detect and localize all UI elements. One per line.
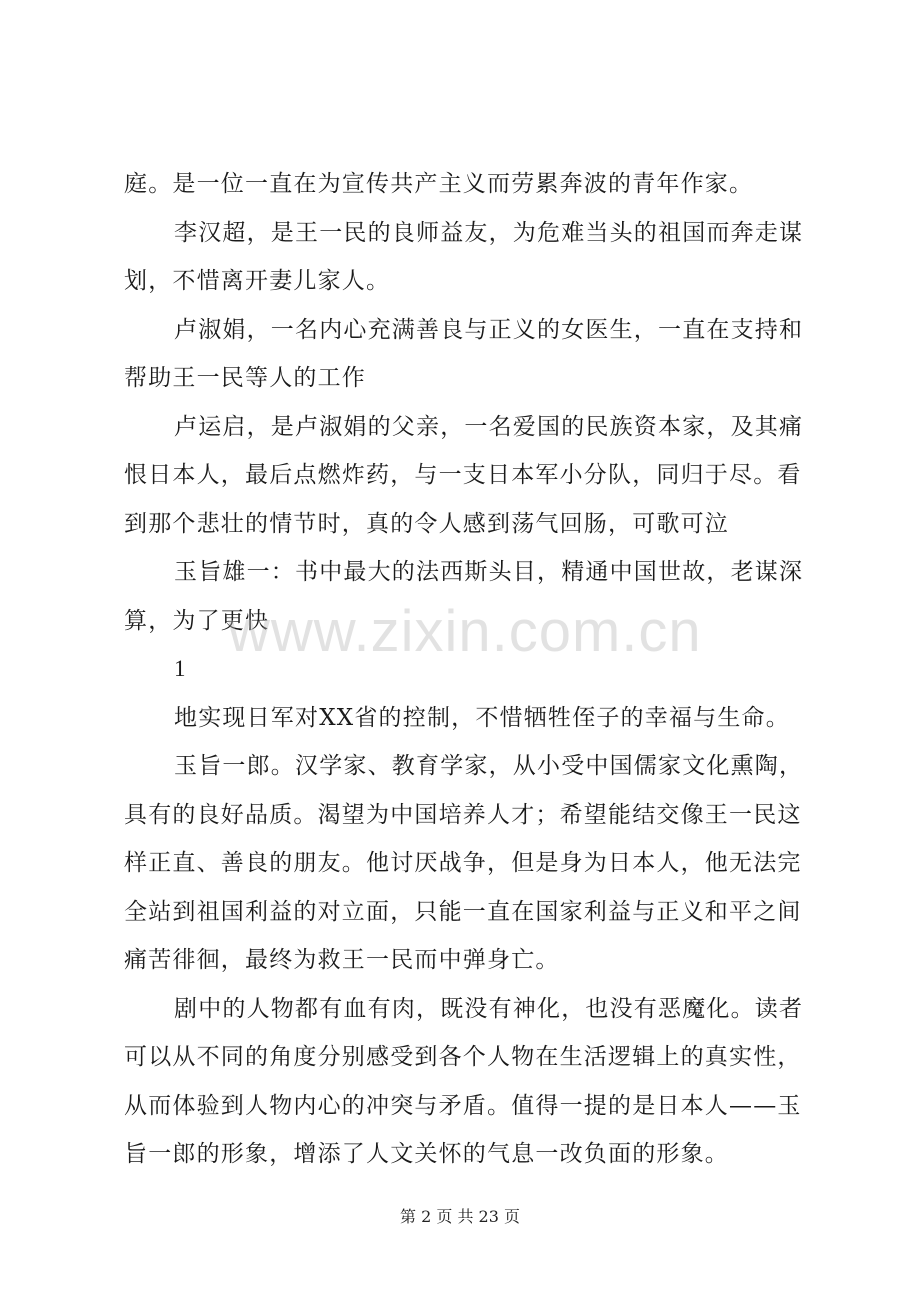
text-line: 庭。是一位一直在为宣传共产主义而劳累奔波的青年作家。 <box>124 171 754 197</box>
text-line: 卢淑娟，一名内心充满善良与正义的女医生，一直在支持和 <box>174 316 804 343</box>
text-line: 从而体验到人物内心的冲突与矛盾。值得一提的是日本人——玉 <box>124 1092 802 1119</box>
inline-page-number: 1 <box>174 656 187 681</box>
text-line: 帮助王一民等人的工作 <box>124 365 366 391</box>
watermark: www.zixin.com.cn <box>228 599 702 664</box>
text-line: 旨一郎的形象，增添了人文关怀的气息一改负面的形象。 <box>124 1141 729 1167</box>
text-line: 李汉超，是王一民的良师益友，为危难当头的祖国而奔走谋 <box>174 219 804 246</box>
text-line: 玉旨雄一：书中最大的法西斯头目，精通中国世故，老谋深 <box>174 559 804 585</box>
text-line: 痛苦徘徊，最终为救王一民而中弹身亡。 <box>124 947 560 973</box>
text-line: 剧中的人物都有血有肉，既没有神化，也没有恶魔化。读者 <box>174 995 804 1022</box>
text-line: 全站到祖国利益的对立面，只能一直在国家利益与正义和平之间 <box>124 898 802 925</box>
text-line: 恨日本人，最后点燃炸药，与一支日本军小分队，同归于尽。看 <box>124 462 802 488</box>
text-line: 具有的良好品质。渴望为中国培养人才；希望能结交像王一民这 <box>124 801 802 828</box>
text-line: 样正直、善良的朋友。他讨厌战争，但是身为日本人，他无法完 <box>124 850 802 876</box>
page-footer: 第 2 页 共 23 页 <box>400 1207 520 1226</box>
text-line: 地实现日军对XX省的控制，不惜牺牲侄子的幸福与生命。 <box>174 704 790 731</box>
document-body <box>124 160 804 1179</box>
text-line: 划，不惜离开妻儿家人。 <box>124 268 391 294</box>
text-line: 玉旨一郎。汉学家、教育学家，从小受中国儒家文化熏陶， <box>174 753 804 779</box>
text-line: 到那个悲壮的情节时，真的令人感到荡气回肠，可歌可泣 <box>124 510 729 537</box>
text-line: 可以从不同的角度分别感受到各个人物在生活逻辑上的真实性， <box>124 1044 802 1070</box>
text-line: 算，为了更快 <box>124 607 270 634</box>
text-line: 卢运启，是卢淑娟的父亲，一名爱国的民族资本家，及其痛 <box>174 413 804 440</box>
